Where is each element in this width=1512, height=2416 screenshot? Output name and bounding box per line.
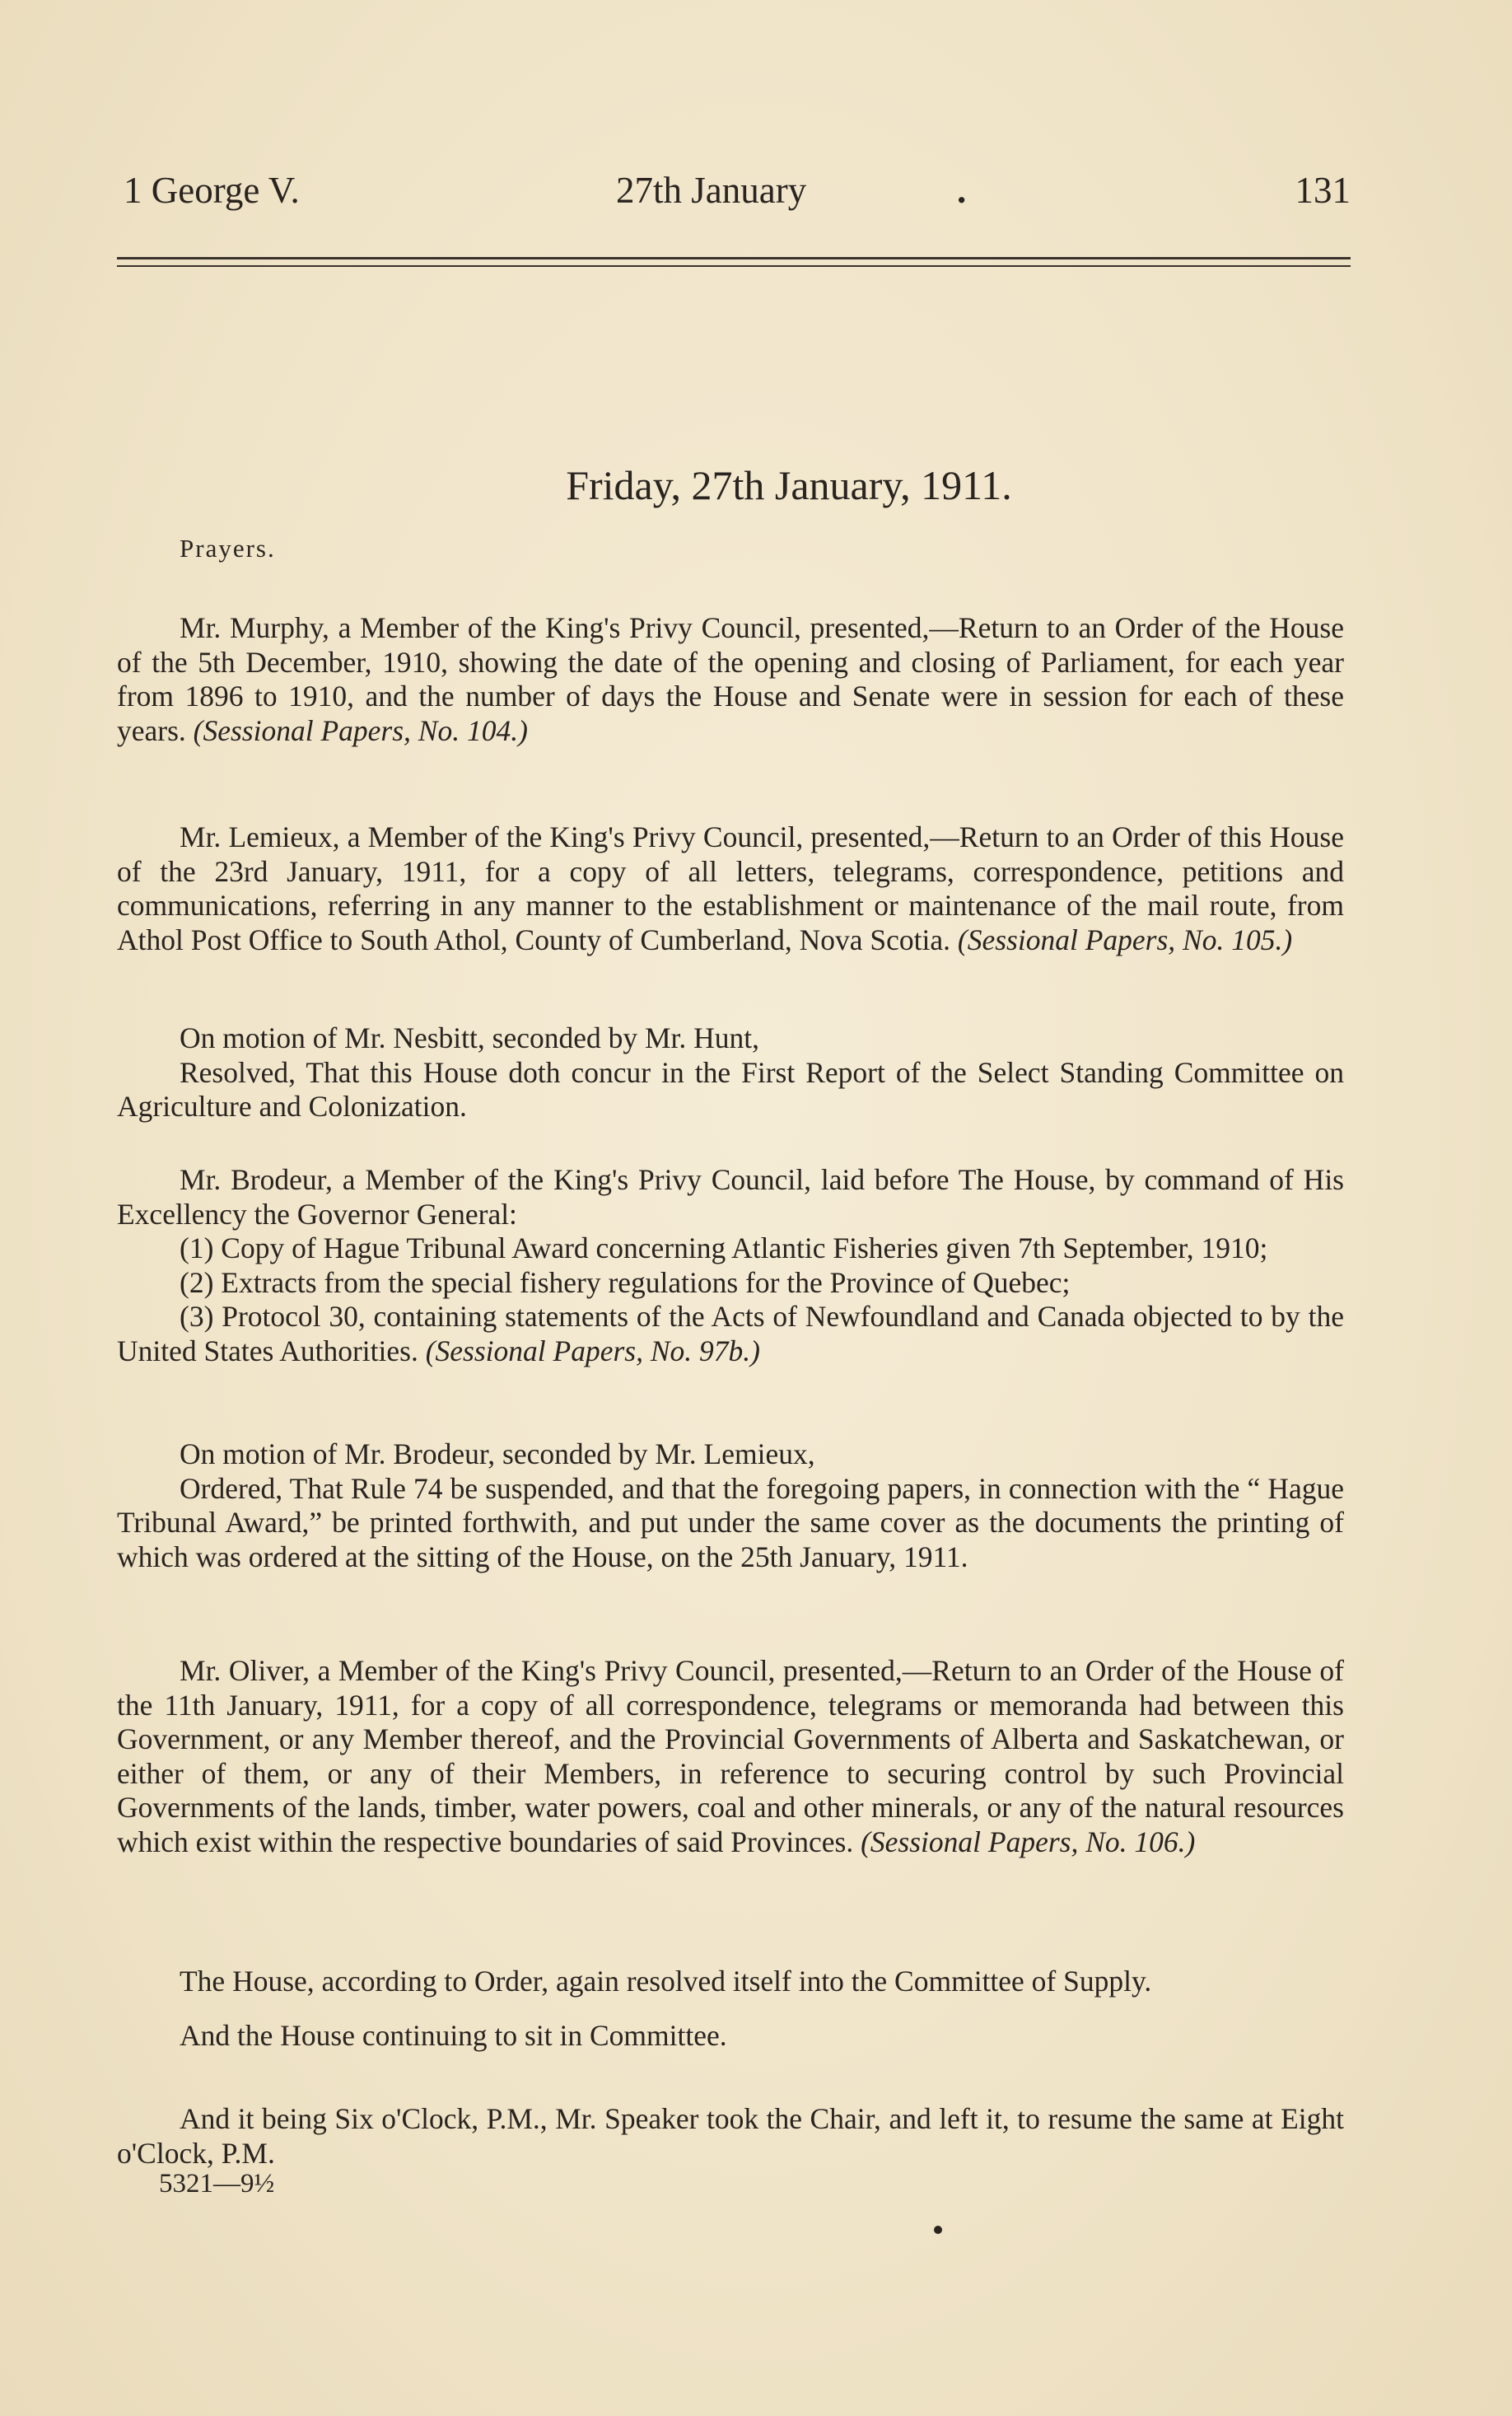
sessional-paper-ref: (Sessional Papers, No. 106.) <box>861 1825 1196 1858</box>
paragraph: The House, according to Order, again resolved itself into the Committee of Supply. <box>180 1965 1152 1998</box>
entry-oliver <box>117 1654 1344 1859</box>
header-date: 27th January <box>616 170 807 211</box>
sessional-paper-ref: (Sessional Papers, No. 104.) <box>193 713 528 747</box>
list-item-text: (3) Protocol 30, containing statements of the Acts of Newfoundland and Canada objected to by the United States Authorities. <box>117 1300 1344 1367</box>
entry-supply <box>117 1965 1344 2053</box>
paragraph <box>117 820 1344 957</box>
header-dot: . <box>957 170 967 211</box>
paragraph-text: Mr. Murphy, a Member of the King's Privy Council, presented,—Return to an Order of the House of the 5th December, 1910, showing the date of the opening and closing of Parliament, for each year from 1896 to 1910, and the number of days the House and Senate were in session for each of these years. <box>117 611 1344 747</box>
printer-signature: 5321—9½ <box>159 2169 275 2199</box>
regnal-year: 1 George V. <box>124 170 300 211</box>
page-number: 131 <box>1295 170 1351 211</box>
sessional-paper-ref: (Sessional Papers, No. 105.) <box>957 923 1293 956</box>
entry-brodeur-motion <box>117 1437 1344 1574</box>
entry-brodeur-papers <box>117 1163 1344 1368</box>
paragraph: And the House continuing to sit in Committee. <box>180 2018 727 2052</box>
footer-dot <box>934 2226 942 2234</box>
page-title: Friday, 27th January, 1911. <box>566 462 1012 508</box>
entry-adjournment <box>117 2102 1344 2171</box>
prayers-heading: Prayers. <box>180 534 276 563</box>
entry-lemieux <box>117 820 1344 957</box>
entry-murphy <box>117 611 1344 748</box>
paragraph: Mr. Brodeur, a Member of the King's Privy Council, laid before The House, by command of His Excellency the Governor General: <box>117 1163 1344 1231</box>
header-rule-bottom <box>117 265 1351 267</box>
entry-nesbitt-motion <box>117 1021 1344 1124</box>
paragraph: And it being Six o'Clock, P.M., Mr. Speaker took the Chair, and left it, to resume the same at Eight o'Clock, P.M. <box>117 2102 1344 2170</box>
sessional-paper-ref: (Sessional Papers, No. 97b.) <box>425 1334 760 1367</box>
ordered-text: Ordered, That Rule 74 be suspended, and that the foregoing papers, in connection with the “ Hague Tribunal Award,” be printed forthwith, and put under the same cover as the documents the printing of which was ordered at the sitting of the House, on the 25th January, 1911. <box>117 1471 1344 1573</box>
paragraph <box>117 1654 1344 1859</box>
paragraph <box>117 611 1344 748</box>
list-item: (2) Extracts from the special fishery regulations for the Province of Quebec; <box>180 1265 1071 1299</box>
paragraph-text: Mr. Oliver, a Member of the King's Privy Council, presented,—Return to an Order of the House of the 11th January, 1911, for a copy of all correspondence, telegrams or memoranda had between this Government, or any Member thereof, and the Provincial Governments of Alberta and Saskatchewan, or either of them, or any of their Members, in reference to securing control by such Provincial Governments of the lands, timber, water powers, coal and other minerals, or any of the natural resources which exist within the respective boundaries of said Provinces. <box>117 1654 1344 1858</box>
list-item: (1) Copy of Hague Tribunal Award concerning Atlantic Fisheries given 7th September, 1910; <box>180 1231 1268 1264</box>
list-item <box>117 1300 1344 1368</box>
header-rule-top <box>117 257 1351 259</box>
paragraph-text: Mr. Lemieux, a Member of the King's Privy Council, presented,—Return to an Order of this House of the 23rd January, 1911, for a copy of all letters, telegrams, correspondence, petitions and communications, referring in any manner to the establishment or maintenance of the mail route, from Athol Post Office to South Athol, County of Cumberland, Nova Scotia. <box>117 820 1344 956</box>
resolved-text: Resolved, That this House doth concur in the First Report of the Select Standing Committee on Agriculture and Colonization. <box>117 1055 1344 1123</box>
motion-line: On motion of Mr. Nesbitt, seconded by Mr. Hunt, <box>180 1021 760 1054</box>
running-head <box>124 169 1351 227</box>
motion-line: On motion of Mr. Brodeur, seconded by Mr. Lemieux, <box>180 1437 815 1470</box>
